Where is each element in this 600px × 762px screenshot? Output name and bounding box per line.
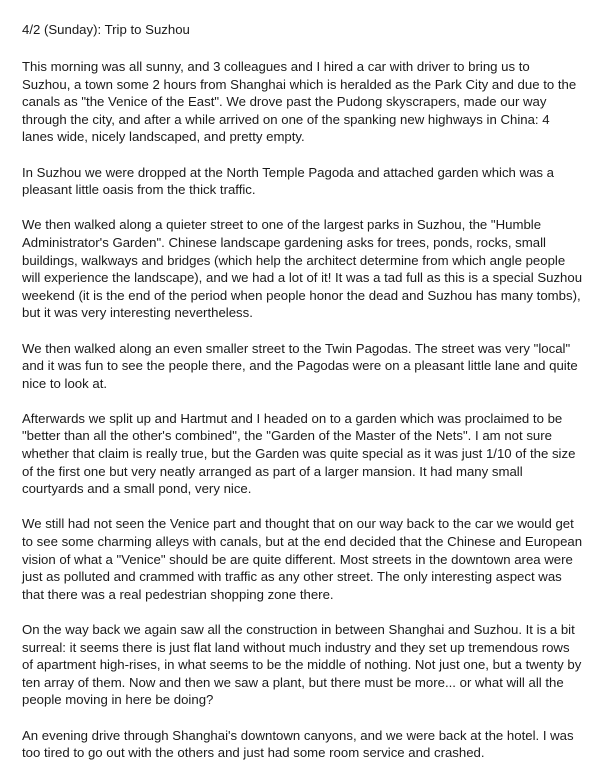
- paragraph-master-of-the-nets: Afterwards we split up and Hartmut and I headed on to a garden which was proclaimed to be "better than all the other's combined", the "Garden of the Master of the Nets". I am not sure whether that claim is really true, but the Garden was quite special as it was just 1/10 of the size of the first one but very neatly arranged as part of a larger mansion. It had many small courtyards and a small pond, very nice.: [22, 410, 576, 497]
- paragraph-evening-drive: An evening drive through Shanghai's downtown canyons, and we were back at the hotel. I was too tired to go out with the others and just had some room service and crashed.: [22, 727, 574, 761]
- paragraph-north-temple-pagoda: In Suzhou we were dropped at the North Temple Pagoda and attached garden which was a pleasant little oasis from the thick traffic.: [22, 164, 554, 198]
- paragraph-humble-administrators-garden: We then walked along a quieter street to one of the largest parks in Suzhou, the "Humble Administrator's Garden". Chinese landscape gardening asks for trees, ponds, rocks, small buildings, walkways and bridges (which help the architect determine from which angle people will experience the landscape), and we had a lot of it! It was a tad full as this is a special Suzhou weekend (it is the end of the period when people honor the dead and Suzhou has many tombs), but it was very interesting nevertheless.: [22, 217, 583, 321]
- page-title: 4/2 (Sunday): Trip to Suzhou: [22, 22, 190, 37]
- paragraph-venice-part: We still had not seen the Venice part and thought that on our way back to the car we would get to see some charming alleys with canals, but at the end decided that the Chinese and European vision of what a "Venice" should be are quite different. Most streets in the downtown area were just as polluted and crammed with traffic as any other street. The only interesting aspect was that there was a real pedestrian shopping zone there.: [22, 516, 583, 602]
- document-page: [22, 21, 596, 762]
- paragraph-twin-pagodas: We then walked along an even smaller street to the Twin Pagodas. The street was very "local" and it was fun to see the people there, and the Pagodas were on a pleasant little lane and quite nice to look at.: [22, 340, 578, 391]
- paragraph-drive-to-suzhou: This morning was all sunny, and 3 colleagues and I hired a car with driver to bring us to Suzhou, a town some 2 hours from Shanghai which is heralded as the Park City and due to the canals as "the Venice of the East". We drove past the Pudong skyscrapers, made our way through the city, and after a while arrived on one of the spanking new highways in China: 4 lanes wide, nicely landscaped, and pretty empty.: [22, 59, 577, 145]
- paragraph-construction: On the way back we again saw all the construction in between Shanghai and Suzhou. It is a bit surreal: it seems there is just flat land without much industry and they set up tremendous rows of apartment high-rises, in what seems to be the middle of nothing. Not just one, but a twenty by ten array of them. Now and then we saw a plant, but there must be more... or what will all the people moving in here be doing?: [22, 622, 582, 708]
